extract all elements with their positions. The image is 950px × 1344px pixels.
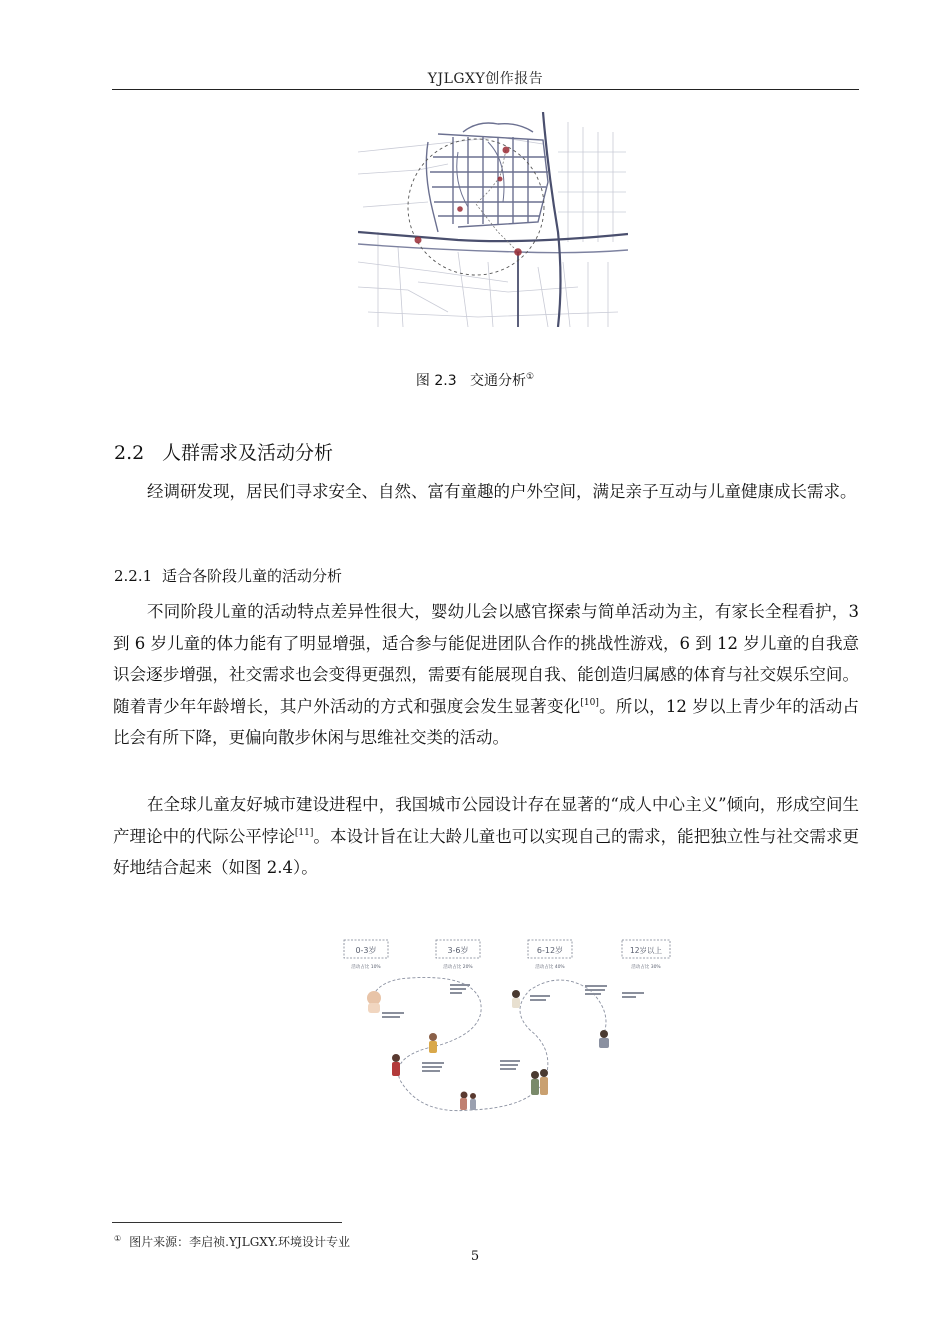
- footnote-mark: ①: [114, 1234, 122, 1243]
- stage-box-3-6: [436, 940, 480, 970]
- running-header: YJLGXY创作报告: [427, 71, 544, 87]
- stage-label: 6-12岁: [536, 946, 564, 955]
- footnote-rule: [112, 1222, 342, 1223]
- paragraph-survey: 经调研发现，居民们寻求安全、自然、富有童趣的户外空间，满足亲子互动与儿童健康成长需求。: [147, 482, 857, 501]
- page-number: 5: [470, 1249, 480, 1264]
- paragraph-child-friendly: [113, 789, 859, 884]
- stage-box-0-3: [344, 940, 388, 970]
- section-number: 2.2: [114, 442, 145, 464]
- paragraph-tail: 。本设计旨在让大龄儿童也可以实现自己的需求，能把独立性与社交需求更好地结合起来（如图 2.4）。: [113, 826, 860, 878]
- child-figures: [367, 990, 609, 1110]
- caption-footnote-mark: ①: [526, 372, 535, 382]
- header-rule: [112, 89, 859, 90]
- annotation-blocks: [382, 984, 644, 1072]
- subsection-heading: [114, 565, 342, 586]
- stage-share: 活动占比 30%: [631, 965, 661, 970]
- footnote: [114, 1233, 350, 1250]
- stage-share: 活动占比 20%: [443, 965, 473, 970]
- stage-label: 12岁以上: [629, 946, 663, 955]
- footnote-text: 图片来源：李启祯.YJLGXY.环境设计专业: [129, 1235, 351, 1249]
- section-heading: [114, 438, 333, 465]
- stage-box-6-12: [528, 940, 572, 970]
- subsection-number: 2.2.1: [114, 567, 153, 585]
- citation-ref: [10]: [580, 697, 599, 708]
- stage-share: 活动占比 10%: [351, 965, 381, 970]
- stage-label: 3-6岁: [447, 946, 469, 955]
- paragraph-text: 不同阶段儿童的活动特点差异性很大，婴幼儿会以感官探索与简单活动为主，有家长全程看护，3 到 6 岁儿童的体力能有了明显增强，适合参与能促进团队合作的挑战性游戏，6 到 12 岁儿童的自我意识会逐步增强，社交需求也会变得更强烈，需要有能展现自我、能创造归属感的体育与社交娱乐空间。随着青少年年龄增长，其户外活动的方式和强度会发生显著变化: [113, 602, 859, 716]
- citation-ref: [11]: [294, 827, 314, 838]
- paragraph-tail: 。所以，12 岁以上青少年的活动占比会有所下降，更偏向散步休闲与思维社交类的活动。: [113, 696, 859, 748]
- stage-label: 0-3岁: [355, 946, 377, 955]
- figure-caption: [0, 370, 950, 390]
- paragraph-age-stages: [113, 596, 859, 754]
- stage-share: 活动占比 40%: [535, 965, 565, 970]
- stage-box-12-plus: [622, 940, 670, 970]
- caption-label: 图 2.3: [415, 373, 457, 389]
- paragraph-text: 在全球儿童友好城市建设进程中，我国城市公园设计存在显著的“成人中心主义”倾向，形成空间生产理论中的代际公平悖论: [113, 795, 859, 846]
- traffic-analysis-map: [358, 112, 628, 327]
- age-activity-diagram: [330, 930, 700, 1130]
- section-title: 人群需求及活动分析: [162, 442, 334, 464]
- subsection-title: 适合各阶段儿童的活动分析: [162, 567, 343, 585]
- caption-text: 交通分析: [470, 373, 526, 389]
